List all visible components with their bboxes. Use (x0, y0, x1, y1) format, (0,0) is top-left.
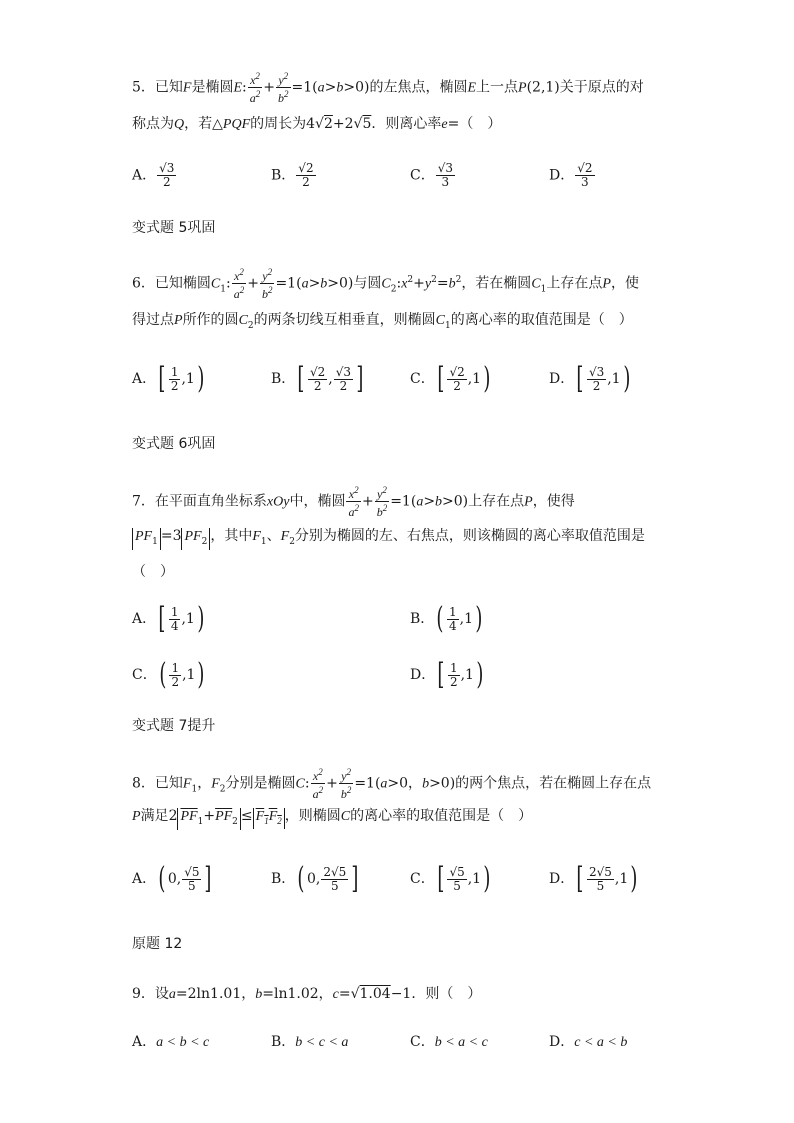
section-tag-7: 变式题 7提升 (132, 718, 216, 734)
question-number: 5． (132, 79, 155, 96)
option-9b[interactable]: B．b < c < a (271, 1034, 349, 1050)
option-8d[interactable]: D．[ $\frac{2√5}{5}$ ,1) (549, 861, 638, 896)
option-8b[interactable]: B．( 0, $\frac{2√5}{5}$ ] (271, 861, 359, 896)
option-7c[interactable]: C．( $\frac{1}{2}$ ,1) (132, 657, 205, 692)
question-7-line-2: $PF_1 =3$ $PF_2$ ，其中$F_1$、$F_2$分别为椭圆的左、右焦点，则该椭圆的离心率取值范围是 (132, 526, 645, 552)
section-tag-12: 原题 12 (132, 936, 183, 952)
option-9d[interactable]: D．c < a < b (549, 1034, 628, 1050)
question-8-line-2: P满足2 $\overline{PF}_1+\overline{PF}_2 \le F_1F_2$ ，则椭圆C的离心率的取值范围是（ ） (132, 806, 532, 830)
question-7-line-3: （ ） (132, 564, 174, 580)
section-tag-5: 变式题 5巩固 (132, 220, 216, 236)
question-9-line-1: 9．设a=2ln1.01，b=ln1.02，c=√1.04−1．则（ ） (132, 986, 482, 1002)
option-7b[interactable]: B．( $\frac{1}{4}$ ,1) (410, 601, 483, 636)
option-5a[interactable]: A． $\frac{√3}{2}$ (132, 161, 175, 189)
option-6b[interactable]: B．[ $\frac{√2}{2}$ , $\frac{√3}{2}$ ] (271, 361, 364, 396)
option-5d[interactable]: D． $\frac{√2}{3}$ (549, 161, 593, 189)
question-6-line-2: 得过点P所作的圆$C_2$的两条切线互相垂直，则椭圆$C_1$的离心率的取值范围是（ ） (132, 312, 633, 331)
question-7-line-1: 7．在平面直角坐标系xOy中，椭圆 $\frac{x^2}{a^2}$ + $\frac{y^2}{b^2}$ =1(a>b>0)上存在点P，使得 (132, 485, 575, 519)
question-6-line-1: 6．已知椭圆$C_1$: $\frac{x^2}{a^2}$ + $\frac{y^2}{b^2}$ =1(a>b>0)与圆$C_2:x^2+y^2=b^2$，若在椭圆$C_1$上存在点P，使 (132, 267, 639, 301)
option-5b[interactable]: B． $\frac{√2}{2}$ (271, 161, 314, 189)
question-8-line-1: 8．已知$F_1$，$F_2$分别是椭圆C: $\frac{x^2}{a^2}$ + $\frac{y^2}{b^2}$ =1(a>0，b>0)的两个焦点，若在椭圆上存在点 (132, 767, 652, 801)
question-5-line-2: 称点为Q，若△PQF的周长为4√2+2√5．则离心率e=（ ） (132, 116, 502, 132)
option-6d[interactable]: D．[ $\frac{√3}{2}$ ,1) (549, 361, 630, 396)
question-5-line-1: 5．已知F是椭圆E: $\frac{x^2}{a^2}$ + $\frac{y^2}{b^2}$ =1(a>b>0)的左焦点，椭圆E上一点P(2,1)关于原点的对 (132, 71, 644, 105)
option-8a[interactable]: A．( 0, $\frac{√5}{5}$ ] (132, 861, 212, 896)
option-7a[interactable]: A．[ $\frac{1}{4}$ ,1) (132, 601, 205, 636)
section-tag-6: 变式题 6巩固 (132, 436, 216, 452)
option-7d[interactable]: D．[ $\frac{1}{2}$ ,1) (410, 657, 484, 692)
option-5c[interactable]: C． $\frac{√3}{3}$ (410, 161, 453, 189)
option-6c[interactable]: C．[ $\frac{√2}{2}$ ,1) (410, 361, 491, 396)
option-9a[interactable]: A．a < b < c (132, 1034, 210, 1050)
option-9c[interactable]: C．b < a < c (410, 1034, 488, 1050)
option-8c[interactable]: C．[ $\frac{√5}{5}$ ,1) (410, 861, 491, 896)
option-6a[interactable]: A．[ $\frac{1}{2}$ ,1) (132, 361, 205, 396)
